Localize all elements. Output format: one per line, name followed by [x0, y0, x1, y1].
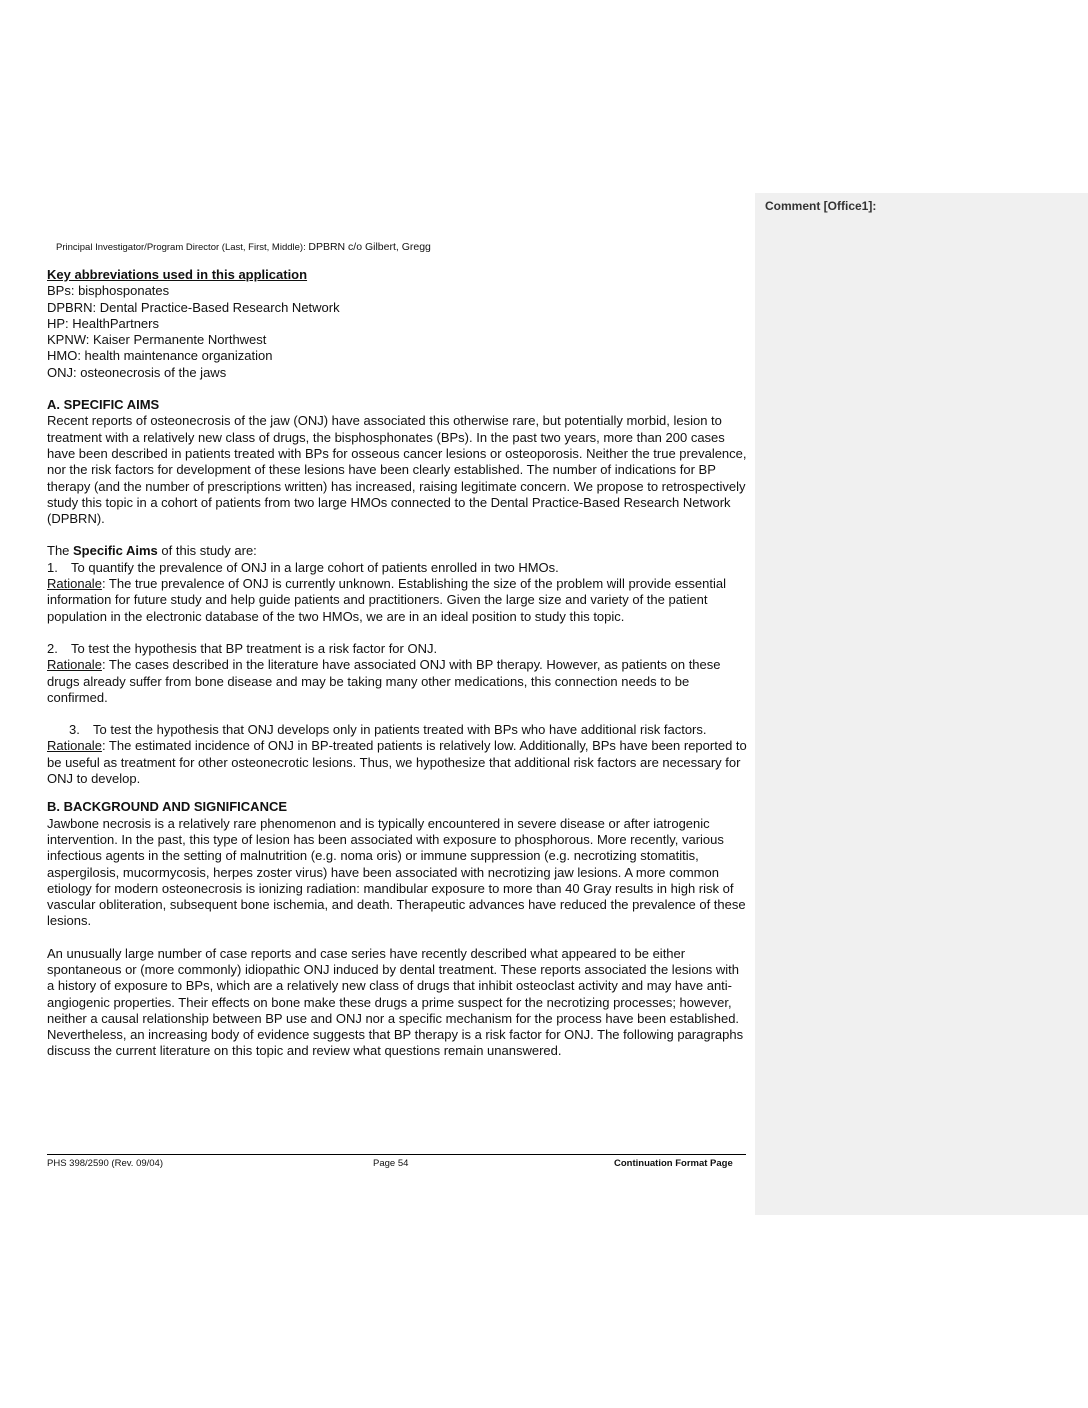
page-header — [56, 241, 431, 253]
aim-rationale-1 — [47, 576, 747, 625]
comment-label[interactable]: Comment [Office1]: — [765, 199, 877, 213]
footer-form-number: PHS 398/2590 (Rev. 09/04) — [47, 1158, 164, 1169]
aims-intro — [47, 543, 747, 559]
rationale-text: : The estimated incidence of ONJ in BP-treated patients is relatively low. Additionally, BPs have been reported to be useful as treatment for other osteonecrotic lesions. Thus, we hypothesize that additional risk factors are necessary for ONJ to develop. — [47, 738, 747, 787]
aim-number: 2. — [47, 640, 58, 656]
aim-text: To quantify the prevalence of ONJ in a large cohort of patients enrolled in two HMOs. — [71, 559, 559, 575]
aim-text: To test the hypothesis that BP treatment is a risk factor for ONJ. — [71, 640, 438, 656]
comment-pane — [755, 193, 1088, 1215]
aim-item-1 — [47, 560, 747, 576]
section-a-title: A. SPECIFIC AIMS — [47, 397, 160, 413]
aim-item-2 — [47, 641, 747, 657]
header-label: Principal Investigator/Program Director (Last, First, Middle): — [56, 242, 306, 253]
section-b-paragraph: An unusually large number of case reports and case series have recently described what appeared to be either spontaneous or (more commonly) idiopathic ONJ induced by dental treatment. These reports associated the lesions with a history of exposure to BPs, which are a relatively new class of drugs that inhibit osteoclast activity and may have anti-angiogenic properties. Their effects on bone make these drugs a prime suspect for the necrotizing processes; however, neither a causal relationship between BP use and ONJ nor a specific mechanism for the process have been established. Nevertheless, an increasing body of evidence suggests that BP therapy is a risk factor for ONJ. The following paragraphs discuss the current literature on this topic and review what questions remain unanswered. — [47, 945, 744, 1059]
abbreviation-item: ONJ: osteonecrosis of the jaws — [47, 364, 227, 380]
abbreviations-title: Key abbreviations used in this application — [47, 267, 308, 282]
abbreviation-item: KPNW: Kaiser Permanente Northwest — [47, 332, 267, 348]
rationale-label: Rationale — [47, 576, 102, 592]
aim-number: 1. — [47, 559, 58, 575]
header-name: DPBRN c/o Gilbert, Gregg — [308, 241, 431, 253]
rationale-label: Rationale — [47, 738, 102, 754]
footer-page-number: Page 54 — [373, 1158, 409, 1169]
rationale-text: : The cases described in the literature have associated ONJ with BP therapy. However, as patients on these drugs already suffer from bone disease and may be taking many other medications, this connection needs to be confirmed. — [47, 657, 721, 705]
footer-rule — [47, 1154, 746, 1155]
abbreviation-item: BPs: bisphosponates — [47, 283, 170, 299]
document-body — [47, 267, 747, 1060]
abbreviation-item: DPBRN: Dental Practice-Based Research Network — [47, 299, 340, 315]
aims-intro-pre: The — [47, 543, 74, 559]
rationale-label: Rationale — [47, 657, 102, 673]
aim-number: 3. — [69, 722, 80, 738]
aim-text: To test the hypothesis that ONJ develops only in patients treated with BPs who have additional risk factors. — [93, 722, 707, 738]
aims-intro-post: of this study are: — [157, 543, 257, 559]
footer-format: Continuation Format Page — [614, 1158, 733, 1169]
section-b-paragraph: Jawbone necrosis is a relatively rare phenomenon and is typically encountered in severe disease or after iatrogenic intervention. In the past, this type of lesion has been associated with exposure to phosphorous. More recently, various infectious agents in the setting of malnutrition (e.g. noma oris) or immune suppression (e.g. necrotizing stomatitis, aspergilosis, mucormycosis, herpes zoster virus) have been associated with necrotizing jaw lesions. A more common etiology for modern osteonecrosis is ionizing radiation: mandibular exposure to more than 40 Gray results in high risk of vascular obliteration, subsequent bone ischemia, and death. Therapeutic advances have reduced the prevalence of these lesions. — [47, 815, 746, 929]
aim-rationale-3 — [47, 738, 747, 787]
aim-item-3 — [69, 722, 747, 738]
section-a-paragraph: Recent reports of osteonecrosis of the jaw (ONJ) have associated this otherwise rare, but potentially morbid, lesion to treatment with a relatively new class of drugs, the bisphosphonates (BPs). In the past two years, more than 200 cases have been described in patients treated with BPs for osseous cancer lesions or osteoporosis. Neither the true prevalence, nor the risk factors for development of these lesions have been clearly established. The number of indications for BP therapy (and the number of prescriptions written) has increased, raising legitimate concern. We propose to retrospectively study this topic in a cohort of patients from two large HMOs connected to the Dental Practice-Based Research Network (DPBRN). — [47, 413, 747, 527]
abbreviation-item: HMO: health maintenance organization — [47, 348, 273, 364]
section-b-title: B. BACKGROUND AND SIGNIFICANCE — [47, 799, 288, 815]
aims-intro-bold: Specific Aims — [73, 543, 158, 559]
rationale-text: : The true prevalence of ONJ is currently unknown. Establishing the size of the problem will provide essential information for future study and help guide patients and practitioners. Given the large size and variety of the patient population in the electronic database of the two HMOs, we are in an ideal position to study this topic. — [47, 576, 727, 624]
aim-rationale-2 — [47, 657, 747, 706]
abbreviation-item: HP: HealthPartners — [47, 315, 159, 331]
